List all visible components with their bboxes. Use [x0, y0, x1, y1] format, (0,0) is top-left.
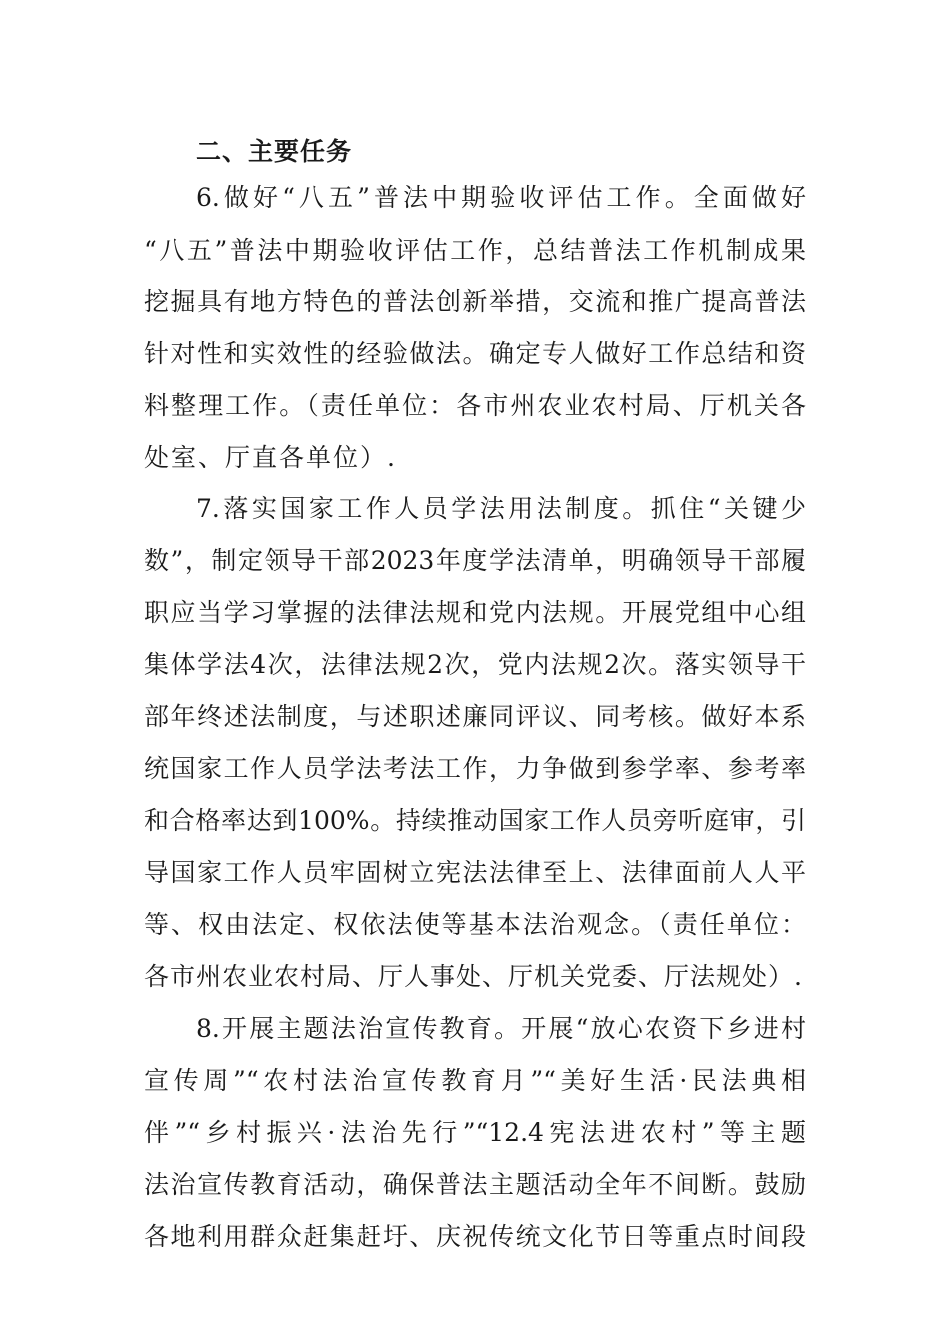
paragraph-line: 7.落实国家工作人员学法用法制度。抓住“关键少	[196, 494, 806, 523]
paragraph-line: 导国家工作人员牢固树立宪法法律至上、法律面前人人平	[144, 858, 806, 887]
paragraph-line: 6.做好“八五”普法中期验收评估工作。全面做好	[196, 183, 806, 212]
paragraph-line: 集体学法4次，法律法规2次，党内法规2次。落实领导干	[144, 650, 806, 679]
paragraph-line: 数”，制定领导干部2023年度学法清单，明确领导干部履	[144, 546, 806, 575]
paragraph-line: 各地利用群众赶集赶圩、庆祝传统文化节日等重点时间段	[144, 1222, 806, 1251]
paragraph-line: 宣传周”“农村法治宣传教育月”“美好生活·民法典相	[144, 1066, 806, 1095]
paragraph-line: 等、权由法定、权依法使等基本法治观念。（责任单位：	[144, 910, 806, 939]
paragraph-line: 针对性和实效性的经验做法。确定专人做好工作总结和资	[144, 339, 806, 368]
paragraph-line: 统国家工作人员学法考法工作，力争做到参学率、参考率	[144, 754, 806, 783]
paragraph-line: 8.开展主题法治宣传教育。开展“放心农资下乡进村	[196, 1014, 806, 1043]
paragraph-line: 法治宣传教育活动，确保普法主题活动全年不间断。鼓励	[144, 1170, 806, 1199]
paragraph-line: 处室、厅直各单位）.	[144, 443, 397, 472]
paragraph-line: 各市州农业农村局、厅人事处、厅机关党委、厅法规处）.	[144, 962, 803, 991]
paragraph-line: 料整理工作。（责任单位：各市州农业农村局、厅机关各	[144, 391, 806, 420]
paragraph-line: 职应当学习掌握的法律法规和党内法规。开展党组中心组	[144, 598, 806, 627]
paragraph-line: 部年终述法制度，与述职述廉同评议、同考核。做好本系	[144, 702, 806, 731]
section-heading: 二、主要任务	[196, 137, 353, 166]
paragraph-line: 和合格率达到100%。持续推动国家工作人员旁听庭审，引	[144, 806, 806, 835]
paragraph-line: 挖掘具有地方特色的普法创新举措，交流和推广提高普法	[144, 287, 806, 316]
paragraph-line: “八五”普法中期验收评估工作，总结普法工作机制成果	[144, 236, 806, 265]
paragraph-line: 伴”“乡村振兴·法治先行”“12.4宪法进农村”等主题	[144, 1118, 806, 1147]
